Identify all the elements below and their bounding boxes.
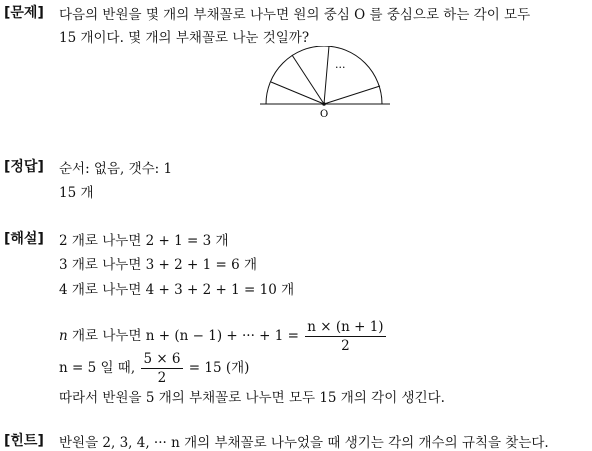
solution-line-1: 2 개로 나누면 2 + 1 = 3 개 [59,233,229,249]
hint-tag: [힌트] [4,433,44,449]
answer-line1: 순서: 없음, 갯수: 1 [59,161,173,177]
problem-text-line2: 15 개이다. 몇 개의 부채꼴로 나눈 것일까? [59,30,310,46]
general-expr: n + (n − 1) + ··· + 1 = [145,328,304,344]
case5-pre: n = 5 일 때, [59,360,140,376]
hint-text: 반원을 2, 3, 4, ··· n 개의 부채꼴로 나누었을 때 생기는 각의 개수의 규칙을 찾는다. [59,435,549,451]
case5-frac-den: 2 [157,370,167,386]
figure-dots: ··· [335,61,346,74]
case5-post: = 15 (개) [184,360,250,376]
general-fraction [305,319,385,354]
case5-fraction [141,351,182,386]
general-pre: 개로 나누면 [67,328,146,344]
solution-conclusion: 따라서 반원을 5 개의 부채꼴로 나누면 모두 15 개의 각이 생긴다. [59,390,445,406]
problem-text-line1: 다음의 반원을 몇 개의 부채꼴로 나누면 원의 중심 O 를 중심으로 하는 각이 모두 [59,7,531,23]
solution-line-2: 3 개로 나누면 3 + 2 + 1 = 6 개 [59,257,258,273]
general-frac-den: 2 [341,338,350,354]
general-frac-num: n × (n + 1) [307,319,384,335]
solution-general-formula [59,319,388,354]
answer-tag: [정답] [4,159,44,175]
problem-tag: [문제] [4,5,44,21]
figure-center-label: O [320,109,329,120]
answer-line2: 15 개 [59,185,94,201]
semicircle-figure [258,46,398,120]
solution-case-five [59,351,249,386]
solution-tag: [해설] [4,231,44,247]
case5-frac-num: 5 × 6 [143,351,181,367]
solution-line-3: 4 개로 나누면 4 + 3 + 2 + 1 = 10 개 [59,282,295,298]
n-variable: n [59,328,68,344]
